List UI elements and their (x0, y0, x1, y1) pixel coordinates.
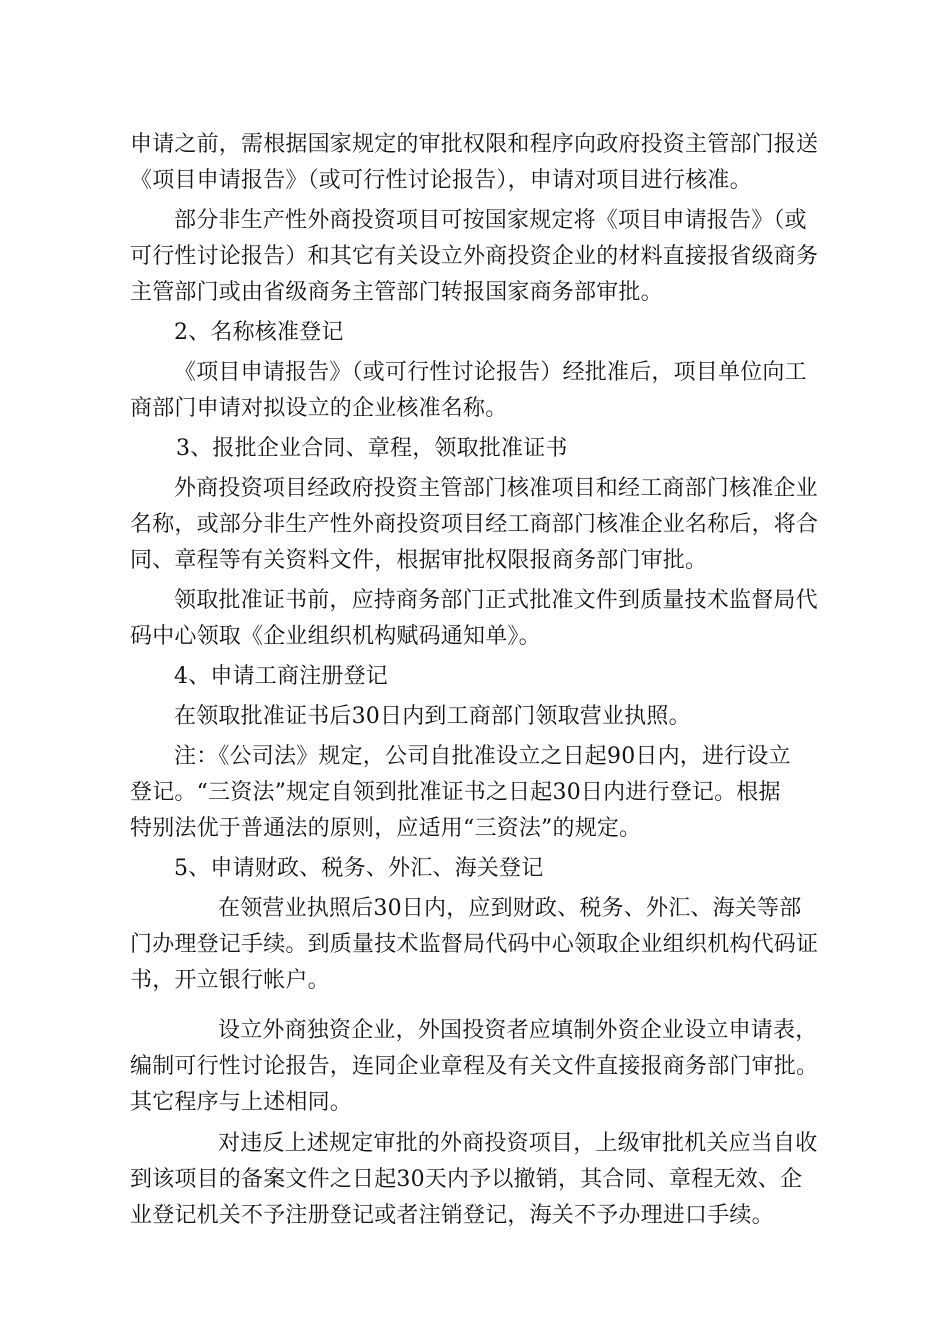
text-line: 登记。“三资法”规定自领到批准证书之日起30日内进行登记。根据 (130, 780, 781, 805)
text-line: 其它程序与上述相同。 (130, 1090, 353, 1115)
text-line: 门办理登记手续。到质量技术监督局代码中心领取企业组织机构代码证 (130, 932, 819, 957)
text-line: 主管部门或由省级商务主管部门转报国家商务部审批。 (130, 280, 663, 305)
paragraph (130, 699, 830, 735)
paragraph (130, 891, 830, 999)
heading-business-registration: 4、申请工商注册登记 (174, 664, 388, 689)
text-line: 业登记机关不予注册登记或者注销登记，海关不予办理进口手续。 (130, 1203, 774, 1228)
text-line: 商部门申请对拟设立的企业核准名称。 (130, 396, 508, 421)
text-line: 《项目申请报告》（或可行性讨论报告），申请对项目进行核准。 (130, 168, 752, 193)
text-line: 注：《公司法》规定，公司自批准设立之日起90日内，进行设立 (174, 744, 791, 769)
text-line: 申请之前，需根据国家规定的审批权限和程序向政府投资主管部门报送 (130, 132, 819, 157)
section-heading (130, 431, 830, 467)
paragraph (130, 203, 830, 311)
section-heading (130, 315, 830, 351)
text-line: 特别法优于普通法的原则，应适用“三资法”的规定。 (130, 816, 642, 841)
section-heading (130, 851, 830, 887)
text-line: 在领营业执照后30日内，应到财政、税务、外汇、海关等部 (218, 896, 802, 921)
section-heading (130, 659, 830, 695)
text-line: 设立外商独资企业，外国投资者应填制外资企业设立申请表， (218, 1018, 818, 1043)
text-line: 名称，或部分非生产性外商投资项目经工商部门核准企业名称后，将合 (130, 512, 819, 537)
paragraph (130, 355, 830, 427)
text-line: 领取批准证书前，应持商务部门正式批准文件到质量技术监督局代 (174, 588, 818, 613)
text-line: 书，开立银行帐户。 (130, 968, 330, 993)
heading-finance-tax-registration: 5、申请财政、税务、外汇、海关登记 (174, 856, 544, 881)
text-line: 同、章程等有关资料文件，根据审批权限报商务部门审批。 (130, 548, 708, 573)
paragraph (130, 1126, 830, 1234)
document-body (130, 127, 830, 1234)
paragraph-continuation (130, 127, 830, 199)
heading-name-registration: 2、名称核准登记 (174, 320, 344, 345)
text-line: 可行性讨论报告）和其它有关设立外商投资企业的材料直接报省级商务 (130, 244, 819, 269)
text-line: 到该项目的备案文件之日起30天内予以撤销，其合同、章程无效、企 (130, 1167, 803, 1192)
text-line: 部分非生产性外商投资项目可按国家规定将《项目申请报告》（或 (174, 208, 807, 233)
text-line: 在领取批准证书后30日内到工商部门领取营业执照。 (174, 704, 691, 729)
text-line: 外商投资项目经政府投资主管部门核准项目和经工商部门核准企业 (174, 476, 818, 501)
heading-contract-approval: 3、报批企业合同、章程，领取批准证书 (176, 436, 568, 461)
text-line: 对违反上述规定审批的外商投资项目，上级审批机关应当自收 (218, 1131, 818, 1156)
note-paragraph (130, 739, 830, 847)
paragraph (130, 471, 830, 579)
paragraph (130, 1013, 830, 1121)
text-line: 码中心领取《企业组织机构赋码通知单》。 (130, 624, 541, 649)
paragraph (130, 583, 830, 655)
text-line: 编制可行性讨论报告，连同企业章程及有关文件直接报商务部门审批。 (130, 1054, 819, 1079)
text-line: 《项目申请报告》（或可行性讨论报告）经批准后，项目单位向工 (174, 360, 807, 385)
